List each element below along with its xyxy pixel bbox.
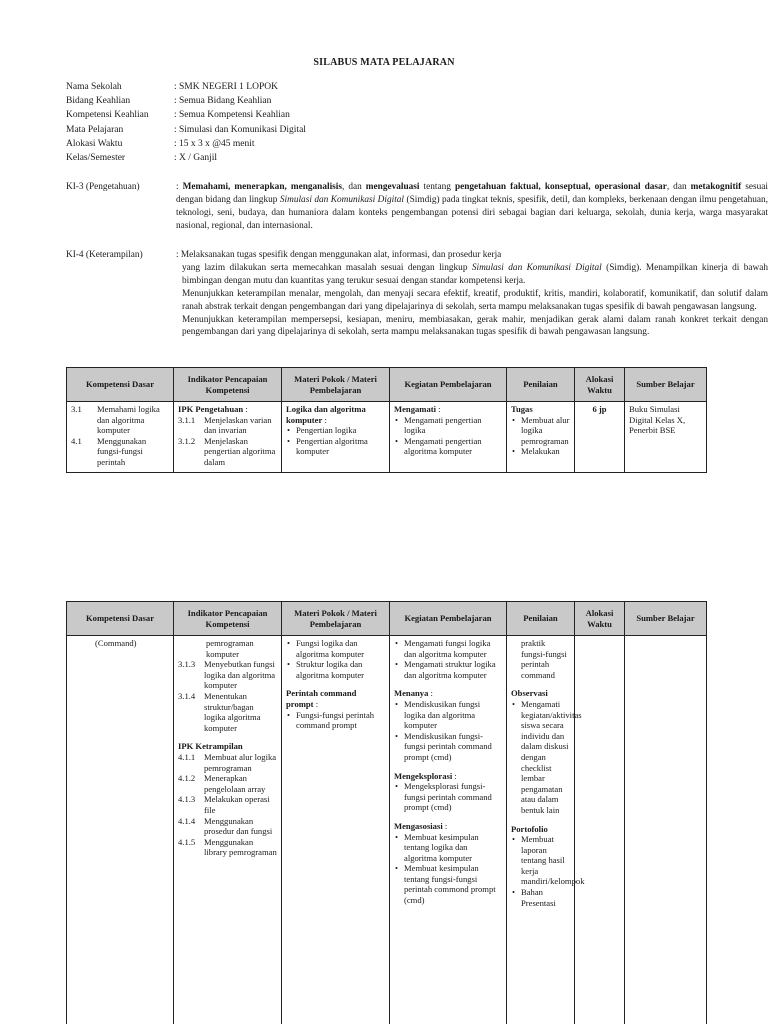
column-header: Kompetensi Dasar xyxy=(67,368,174,402)
column-header: Indikator Pencapaian Kompetensi xyxy=(174,368,282,402)
info-value: : Simulasi dan Komunikasi Digital xyxy=(174,124,306,135)
info-value: : SMK NEGERI 1 LOPOK xyxy=(174,82,278,93)
list-item: • Mengamati kegiatan/aktivitas siswa secara individu dan dalam diskusi dengan checklist lembar pengamatan atau dalam bentuk lain xyxy=(511,699,570,816)
info-value: : X / Ganjil xyxy=(174,153,218,164)
info-value: : Semua Kompetensi Keahlian xyxy=(174,110,290,121)
column-header: Penilaian xyxy=(507,602,575,636)
list-item: • Struktur logika dan algoritma komputer xyxy=(286,659,385,680)
sumber-cell: Buku Simulasi Digital Kelas X, Penerbit BSE xyxy=(625,402,707,473)
info-row xyxy=(66,108,306,122)
kegiatan-cell: • Mengamati fungsi logika dan algoritma komputer • Mengamati struktur logika dan algoritma komputer Menanya : • Mendiskusikan fungsi logika dan algoritma komputer • Mendiskusikan fungsi-fungsi perintah command prompt (cmd) Mengeksplorasi : • Mengeksplorasi fungsi-fungsi perintah command prompt (cmd) Mengasosiasi : • Membuat kesimpulan tentang logika dan algoritma komputer • Membuat kesimpulan tentang fungsi-fungsi perintah commond prompt (cmd) xyxy=(390,636,507,1024)
list-item: • Pengertian algoritma komputer xyxy=(286,436,385,457)
list-item: • Fungsi-fungsi perintah command prompt xyxy=(286,710,385,731)
syllabus-table-1 xyxy=(66,367,707,473)
kd-cell: (Command) xyxy=(67,636,174,1024)
list-item: • Mengamati pengertian logika xyxy=(394,415,502,436)
column-header: Alokasi Waktu xyxy=(575,602,625,636)
list-item: • Membuat kesimpulan tentang logika dan algoritma komputer xyxy=(394,832,502,864)
ki4-label: KI-4 (Keterampilan) xyxy=(66,250,143,260)
info-value: : Semua Bidang Keahlian xyxy=(174,96,272,107)
penilaian-cell: praktik fungsi-fungsi perintah command Observasi • Mengamati kegiatan/aktivitas siswa secara individu dan dalam diskusi dengan checklist lembar pengamatan atau dalam bentuk lain Portofolio • Membuat laporan tentang hasil kerja mandiri/kelompok • Bahan Presentasi xyxy=(507,636,575,1024)
info-label: Nama Sekolah xyxy=(66,82,122,93)
info-value: : 15 x 3 x @45 menit xyxy=(174,138,255,149)
info-label: Kelas/Semester xyxy=(66,153,126,164)
table-header-row xyxy=(67,368,707,402)
list-item: • Mendiskusikan fungsi-fungsi perintah command prompt (cmd) xyxy=(394,731,502,763)
sumber-cell xyxy=(625,636,707,1024)
materi-cell: • Fungsi logika dan algoritma komputer • Struktur logika dan algoritma komputer Perintah command prompt : • Fungsi-fungsi perintah command prompt xyxy=(282,636,390,1024)
list-item: • Melakukan xyxy=(511,446,570,457)
alokasi-cell: 6 jp xyxy=(575,402,625,473)
list-item: • Mengamati struktur logika dan algoritma komputer xyxy=(394,659,502,680)
column-header: Kegiatan Pembelajaran xyxy=(390,602,507,636)
list-item: • Pengertian logika xyxy=(286,425,385,436)
column-header: Kompetensi Dasar xyxy=(67,602,174,636)
column-header: Indikator Pencapaian Kompetensi xyxy=(174,602,282,636)
list-item: • Mengamati pengertian algoritma komputer xyxy=(394,436,502,457)
kd-cell: 3.1 Memahami logika dan algoritma komputer 4.1 Menggunakan fungsi-fungsi perintah xyxy=(67,402,174,473)
info-row xyxy=(66,137,306,151)
list-item: • Mengamati fungsi logika dan algoritma komputer xyxy=(394,638,502,659)
table-row xyxy=(67,402,707,473)
table-header-row xyxy=(67,602,707,636)
info-label: Alokasi Waktu xyxy=(66,138,123,149)
list-item: • Mendiskusikan fungsi logika dan algoritma komputer xyxy=(394,699,502,731)
ki3-label: KI-3 (Pengetahuan) xyxy=(66,182,140,192)
materi-cell: Logika dan algoritma komputer : • Pengertian logika • Pengertian algoritma komputer xyxy=(282,402,390,473)
info-row xyxy=(66,94,306,108)
column-header: Sumber Belajar xyxy=(625,602,707,636)
alokasi-cell xyxy=(575,636,625,1024)
info-row xyxy=(66,123,306,137)
info-label: Bidang Keahlian xyxy=(66,96,131,107)
list-item: • Membuat alur logika pemrograman xyxy=(511,415,570,447)
info-row xyxy=(66,151,306,165)
column-header: Kegiatan Pembelajaran xyxy=(390,368,507,402)
document-title: SILABUS MATA PELAJARAN xyxy=(313,57,455,68)
kegiatan-cell: Mengamati : • Mengamati pengertian logika • Mengamati pengertian algoritma komputer xyxy=(390,402,507,473)
ki3-text: : Memahami, menerapkan, menganalisis, dan mengevaluasi tentang pengetahuan faktual, konseptual, operasional dasar, dan metakognitif sesuai dengan bidang dan lingkup Simulasi dan Komunikasi Digital (Simdig) pada tingkat teknis, spesifik, detil, dan kompleks, berkenaan dengan ilmu pengetahuan, teknologi, seni, budaya, dan humaniora dalam konteks pengembangan potensi diri sebagai bagian dari keluarga, sekolah, dunia kerja, warga masyarakat nasional, regional, dan internasional. xyxy=(176,182,768,231)
column-header: Penilaian xyxy=(507,368,575,402)
syllabus-table-2 xyxy=(66,601,707,1024)
list-item: • Mengeksplorasi fungsi-fungsi perintah command prompt (cmd) xyxy=(394,781,502,813)
school-info xyxy=(66,80,306,165)
ki4-text: : Melaksanakan tugas spesifik dengan menggunakan alat, informasi, dan prosedur kerja yang lazim dilakukan serta memecahkan masalah sesuai dengan lingkup Simulasi dan Komunikasi Digital (Simdig). Menampilkan kinerja di bawah bimbingan dengan mutu dan kuantitas yang terukur sesuai dengan standar kompetensi kerja. Menunjukkan keterampilan menalar, mengolah, dan menyaji secara efektif, kreatif, produktif, kritis, mandiri, kolaboratif, komunikatif, dan solutif dalam ranah abstrak terkait dengan pengembangan dari yang dipelajarinya di sekolah, serta mampu melaksanakan tugas spesifik di bawah pengawasan langsung. Menunjukkan keterampilan mempersepsi, kesiapan, meniru, membiasakan, gerak mahir, menjadikan gerak alami dalam ranah konkret terkait dengan pengembangan dari yang dipelajarinya di sekolah, serta mampu melaksanakan tugas spesifik di bawah pengawasan langsung. xyxy=(176,250,768,338)
info-row xyxy=(66,80,306,94)
ipk-cell: pemrograman komputer 3.1.3 Menyebutkan fungsi logika dan algoritma komputer 3.1.4 Menentukan struktur/bagan logika algoritma komputer IPK Ketrampilan 4.1.1 Membuat alur logika pemrograman 4.1.2 Menerapkan pengelolaan array 4.1.3 Melakukan operasi file 4.1.4 Menggunakan prosedur dan fungsi 4.1.5 Menggunakan library pemrograman xyxy=(174,636,282,1024)
column-header: Materi Pokok / Materi Pembelajaran xyxy=(282,602,390,636)
list-item: • Membuat laporan tentang hasil kerja mandiri/kelompok xyxy=(511,834,570,887)
info-label: Kompetensi Keahlian xyxy=(66,110,149,121)
column-header: Sumber Belajar xyxy=(625,368,707,402)
table-row xyxy=(67,636,707,1024)
ipk-cell: IPK Pengetahuan : 3.1.1 Menjelaskan varian dan invarian 3.1.2 Menjelaskan pengertian algoritma dalam xyxy=(174,402,282,473)
list-item: • Membuat kesimpulan tentang fungsi-fungsi perintah commond prompt (cmd) xyxy=(394,863,502,905)
list-item: • Bahan Presentasi xyxy=(511,887,570,908)
column-header: Alokasi Waktu xyxy=(575,368,625,402)
info-label: Mata Pelajaran xyxy=(66,124,124,135)
penilaian-cell: Tugas • Membuat alur logika pemrograman • Melakukan xyxy=(507,402,575,473)
list-item: • Fungsi logika dan algoritma komputer xyxy=(286,638,385,659)
column-header: Materi Pokok / Materi Pembelajaran xyxy=(282,368,390,402)
